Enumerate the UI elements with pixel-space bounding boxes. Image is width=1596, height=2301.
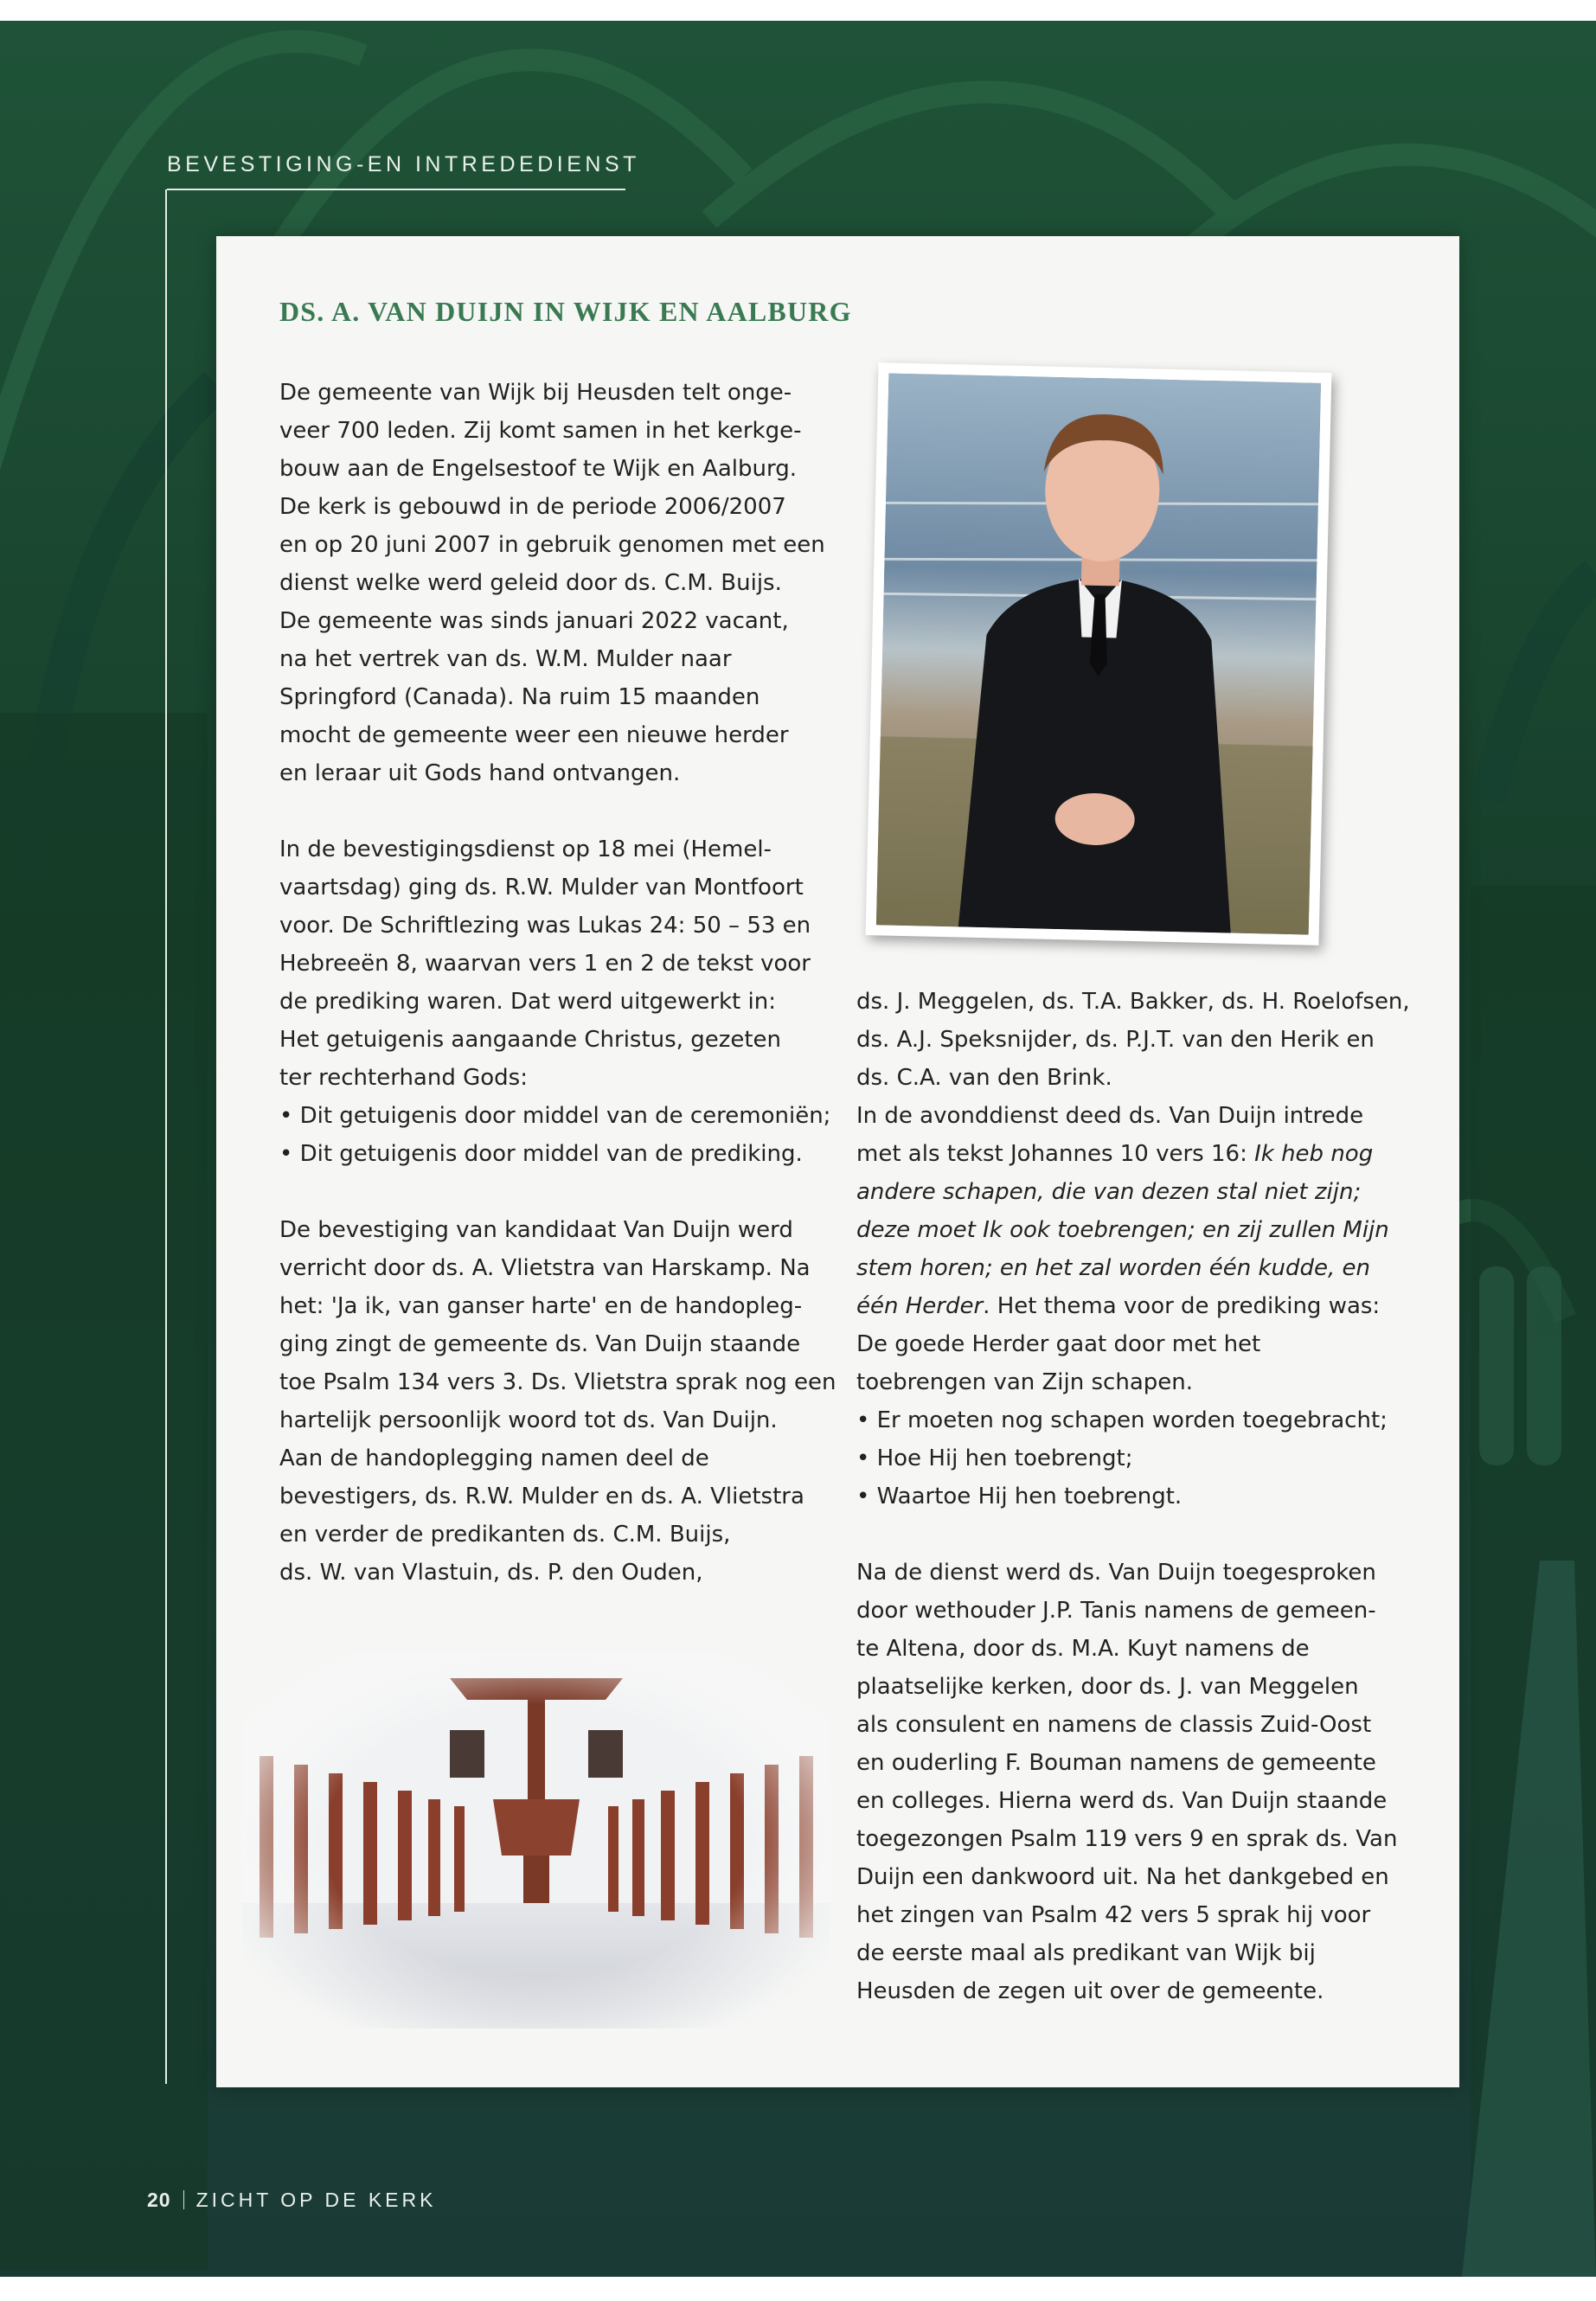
church-interior-image — [242, 1652, 830, 2029]
portrait-illustration — [876, 373, 1321, 934]
pulpit-illustration — [242, 1652, 830, 2029]
text-line: bevestigers, ds. R.W. Mulder en ds. A. Vlietstra — [279, 1484, 804, 1509]
left-column — [279, 374, 836, 1592]
text-line: het: 'Ja ik, van ganser harte' en de handopleg- — [279, 1293, 803, 1319]
text-line: ds. W. van Vlastuin, ds. P. den Ouden, — [279, 1560, 703, 1586]
bullet-line: • Hoe Hij hen toebrengt; — [856, 1445, 1133, 1471]
text-line: Het getuigenis aangaande Christus, gezeten — [279, 1027, 782, 1053]
bullet-line: • Dit getuigenis door middel van de ceremoniën; — [279, 1103, 831, 1129]
text-line: toe Psalm 134 vers 3. Ds. Vlietstra sprak nog een — [279, 1369, 836, 1395]
bullet-line: • Waartoe Hij hen toebrengt. — [856, 1484, 1183, 1509]
paragraph-gap — [856, 1516, 1410, 1554]
text-line: De gemeente van Wijk bij Heusden telt onge- — [279, 380, 792, 406]
bullet-line: • Dit getuigenis door middel van de prediking. — [279, 1141, 803, 1167]
text-line: door wethouder J.P. Tanis namens de gemeen- — [856, 1598, 1376, 1624]
text-line: en op 20 juni 2007 in gebruik genomen met een — [279, 532, 825, 558]
text-line: veer 700 leden. Zij komt samen in het kerkge- — [279, 418, 802, 444]
text-line: Duijn een dankwoord uit. Na het dankgebed en — [856, 1864, 1389, 1890]
text-line: Na de dienst werd ds. Van Duijn toegesproken — [856, 1560, 1376, 1586]
italic-quote-line: andere schapen, die van dezen stal niet zijn; — [856, 1179, 1362, 1205]
text-line: de prediking waren. Dat werd uitgewerkt in: — [279, 989, 776, 1015]
text-line: dienst welke werd geleid door ds. C.M. Buijs. — [279, 570, 782, 596]
text-line: De gemeente was sinds januari 2022 vacant, — [279, 608, 789, 634]
text-span: . Het thema voor de prediking was: — [983, 1293, 1381, 1319]
text-line: te Altena, door ds. M.A. Kuyt namens de — [856, 1636, 1310, 1662]
footer-separator — [183, 2190, 184, 2209]
portrait-photo — [866, 362, 1332, 945]
text-line — [856, 1287, 1410, 1325]
text-line: Heusden de zegen uit over de gemeente. — [856, 1978, 1324, 2004]
article-title: DS. A. VAN DUIJN IN WIJK EN AALBURG — [279, 296, 852, 327]
text-line: mocht de gemeente weer een nieuwe herder — [279, 722, 789, 748]
text-line: en ouderling F. Bouman namens de gemeente — [856, 1750, 1376, 1776]
text-line: en verder de predikanten ds. C.M. Buijs, — [279, 1522, 731, 1548]
italic-quote: Ik heb nog — [1254, 1141, 1374, 1167]
text-line: In de bevestigingsdienst op 18 mei (Hemel- — [279, 836, 772, 862]
italic-quote: één Herder — [856, 1293, 984, 1319]
text-line: Hebreeën 8, waarvan vers 1 en 2 de tekst voor — [279, 951, 811, 977]
side-rule — [165, 189, 167, 2084]
text-line: verricht door ds. A. Vlietstra van Harskamp. Na — [279, 1255, 811, 1281]
text-line: voor. De Schriftlezing was Lukas 24: 50 – 53 en — [279, 913, 811, 939]
text-line: het zingen van Psalm 42 vers 5 sprak hij voor — [856, 1902, 1371, 1928]
page-footer — [147, 2189, 436, 2212]
paragraph-gap — [279, 1173, 836, 1211]
italic-quote-line: stem horen; en het zal worden één kudde, en — [856, 1255, 1371, 1281]
text-line: vaartsdag) ging ds. R.W. Mulder van Montfoort — [279, 875, 804, 901]
bullet-line: • Er moeten nog schapen worden toegebracht; — [856, 1407, 1388, 1433]
text-line: hartelijk persoonlijk woord tot ds. Van Duijn. — [279, 1407, 778, 1433]
italic-quote-line: deze moet Ik ook toebrengen; en zij zullen Mijn — [856, 1217, 1389, 1243]
text-line: ds. J. Meggelen, ds. T.A. Bakker, ds. H. Roelofsen, — [856, 989, 1410, 1015]
right-column — [856, 983, 1410, 2010]
text-line: De kerk is gebouwd in de periode 2006/2007 — [279, 494, 786, 520]
text-line: ds. C.A. van den Brink. — [856, 1065, 1112, 1091]
text-line: De goede Herder gaat door met het — [856, 1331, 1261, 1357]
text-line: toebrengen van Zijn schapen. — [856, 1369, 1193, 1395]
text-line: De bevestiging van kandidaat Van Duijn werd — [279, 1217, 793, 1243]
text-line: en leraar uit Gods hand ontvangen. — [279, 760, 681, 786]
text-line: na het vertrek van ds. W.M. Mulder naar — [279, 646, 732, 672]
text-line: bouw aan de Engelsestoof te Wijk en Aalburg. — [279, 456, 797, 482]
text-line: als consulent en namens de classis Zuid-Oost — [856, 1712, 1372, 1738]
text-line: ter rechterhand Gods: — [279, 1065, 528, 1091]
text-line: Aan de handoplegging namen deel de — [279, 1445, 709, 1471]
magazine-name: ZICHT OP DE KERK — [195, 2189, 437, 2211]
text-line: toegezongen Psalm 119 vers 9 en sprak ds. Van — [856, 1826, 1398, 1852]
section-label: BEVESTIGING-EN INTREDEDIENST — [167, 152, 640, 176]
paragraph-gap — [279, 792, 836, 830]
text-line: en colleges. Hierna werd ds. Van Duijn staande — [856, 1788, 1388, 1814]
page-number: 20 — [147, 2189, 171, 2211]
text-span: met als tekst Johannes 10 vers 16: — [856, 1141, 1255, 1167]
text-line: de eerste maal als predikant van Wijk bij — [856, 1940, 1316, 1966]
text-line: Springford (Canada). Na ruim 15 maanden — [279, 684, 760, 710]
text-line: ds. A.J. Speksnijder, ds. P.J.T. van den Herik en — [856, 1027, 1375, 1053]
text-line — [856, 1135, 1410, 1173]
section-rule — [167, 189, 625, 190]
text-line: plaatselijke kerken, door ds. J. van Meggelen — [856, 1674, 1359, 1700]
text-line: ging zingt de gemeente ds. Van Duijn staande — [279, 1331, 801, 1357]
text-line: In de avonddienst deed ds. Van Duijn intrede — [856, 1103, 1364, 1129]
